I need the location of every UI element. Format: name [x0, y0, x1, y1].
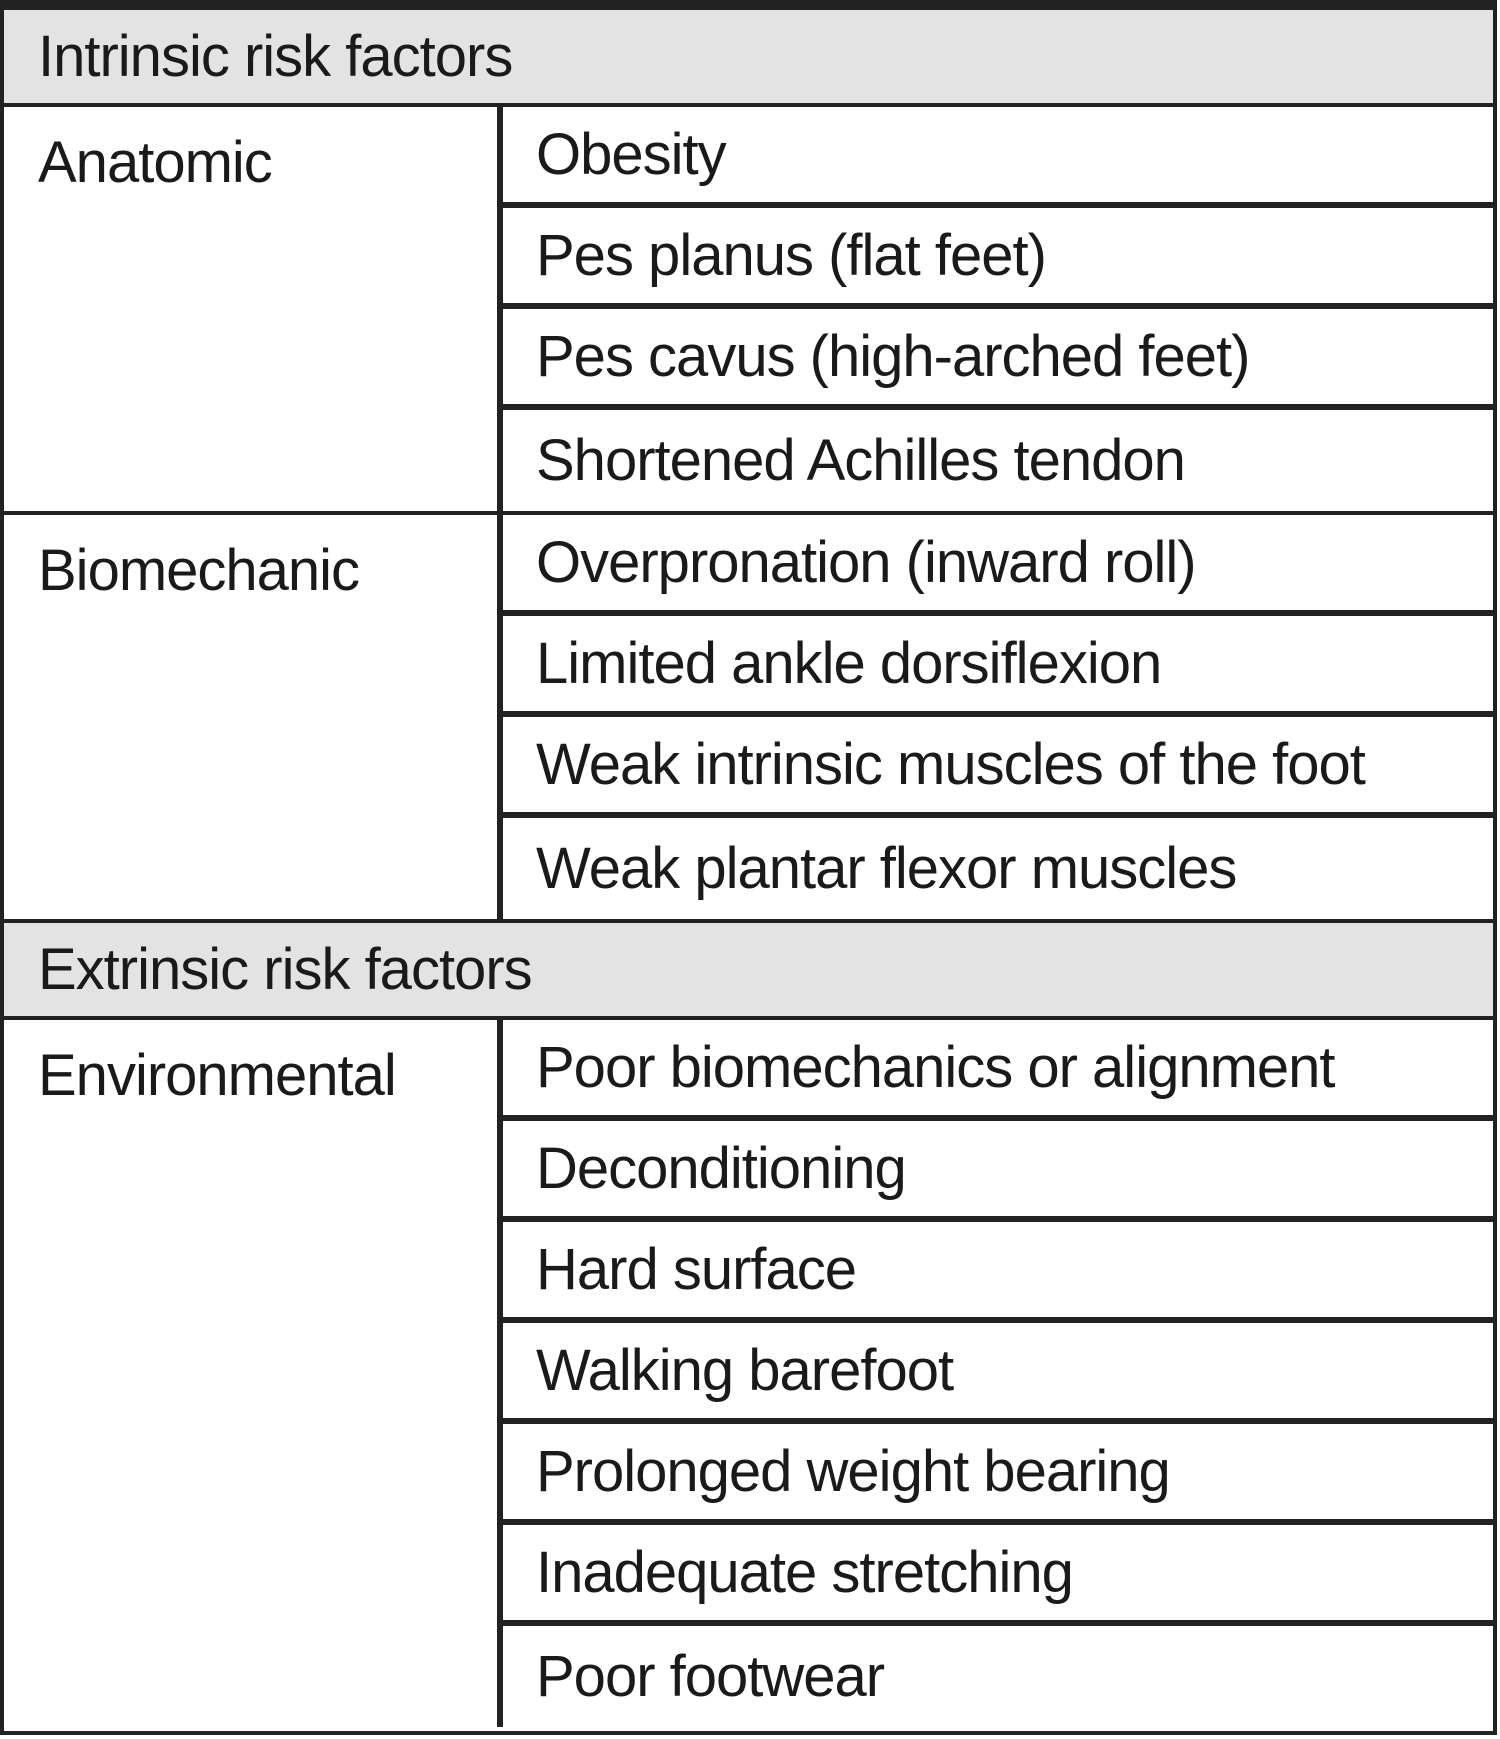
section-header-extrinsic: Extrinsic risk factors	[4, 923, 1493, 1020]
table-row: Walking barefoot	[503, 1323, 1493, 1424]
table-row: Weak intrinsic muscles of the foot	[503, 717, 1493, 818]
table-row: Obesity	[503, 107, 1493, 208]
group-label-environmental: Environmental	[4, 1020, 503, 1727]
group-items-anatomic	[503, 107, 1493, 511]
table-row: Limited ankle dorsiflexion	[503, 616, 1493, 717]
table-row: Pes cavus (high-arched feet)	[503, 309, 1493, 410]
table-row: Overpronation (inward roll)	[503, 515, 1493, 616]
intrinsic-section	[4, 10, 1493, 923]
group-label-anatomic: Anatomic	[4, 107, 503, 511]
group-environmental	[4, 1020, 1493, 1727]
table-row: Inadequate stretching	[503, 1525, 1493, 1626]
section-header-intrinsic: Intrinsic risk factors	[4, 10, 1493, 107]
table-row: Poor biomechanics or alignment	[503, 1020, 1493, 1121]
group-anatomic	[4, 107, 1493, 515]
table-row: Hard surface	[503, 1222, 1493, 1323]
table-row: Pes planus (flat feet)	[503, 208, 1493, 309]
table-row: Deconditioning	[503, 1121, 1493, 1222]
group-items-environmental	[503, 1020, 1493, 1727]
table-row: Weak plantar flexor muscles	[536, 836, 1237, 901]
extrinsic-section	[4, 923, 1493, 1727]
group-biomechanic	[4, 515, 1493, 923]
group-label-biomechanic: Biomechanic	[4, 515, 503, 919]
table-row: Prolonged weight bearing	[503, 1424, 1493, 1525]
table-row: Shortened Achilles tendon	[536, 428, 1185, 493]
table-row: Poor footwear	[536, 1644, 885, 1709]
group-items-biomechanic	[503, 515, 1493, 919]
